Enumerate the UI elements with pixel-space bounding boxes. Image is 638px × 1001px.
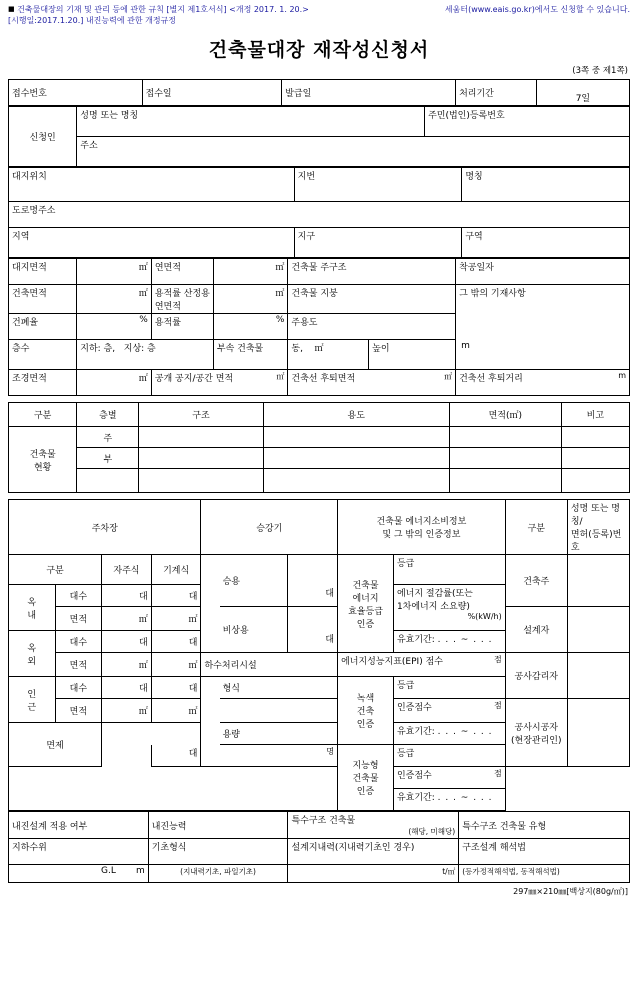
- status-area-cell-1: [449, 427, 561, 448]
- parking-indoor-mech-area: ㎡: [151, 607, 201, 631]
- smart-valid-dots: . . . ~ . . .: [437, 793, 493, 803]
- capacity-left-spacer: [201, 723, 220, 745]
- underground-unit: 층,: [103, 344, 116, 354]
- parking-indoor-l1: 옥: [27, 597, 37, 608]
- status-structure-cell-2: [139, 448, 263, 469]
- epi-label: 에너지성능지표(EPI) 점수: [341, 657, 443, 667]
- sewage-facility-label: 하수처리시설: [201, 653, 338, 677]
- bcr-label: 건폐율: [9, 314, 77, 340]
- parking-nearby-count-label: 대수: [55, 677, 102, 699]
- aboveground-label: 지상:: [123, 344, 145, 354]
- parking-indoor-self-count: 대: [102, 585, 152, 607]
- header-line1: 건축물대장의 기재 및 관리 등에 관한 규칙 [별지 제1호서식] <개정 2017. 1. 20.>: [17, 5, 309, 14]
- status-structure-cell-1: [139, 427, 263, 448]
- parking-nearby-mech-count: 대: [151, 677, 201, 699]
- elevator-emergency-unit: 대: [288, 631, 338, 653]
- status-row-label: [9, 427, 77, 493]
- floors-label: 층수: [9, 340, 77, 370]
- green-cert-label: [338, 677, 394, 745]
- status-row-label-line2: 현황: [33, 462, 52, 473]
- open-space-label: [151, 370, 288, 396]
- annex-unit-sqm: ㎡: [314, 344, 324, 354]
- structural-analysis-label: [459, 839, 630, 865]
- smart-l3: 인증: [356, 787, 375, 797]
- status-header-area: 면적(㎡): [449, 403, 561, 427]
- parking-div-label: 구분: [9, 555, 102, 585]
- setback-dist-unit: m: [618, 371, 626, 380]
- page-number: (3쪽 중 제1쪽): [572, 66, 628, 76]
- facility-energy-table: [8, 499, 630, 811]
- parking-outdoor-self-count: 대: [102, 631, 152, 653]
- structural-analysis-l1: 구조설계 해석법: [462, 843, 526, 853]
- green-score-unit: 점: [493, 701, 502, 710]
- special-structure-text: 특수구조 건축물: [291, 816, 356, 826]
- smart-score-label: 인증점수: [396, 771, 432, 781]
- roof-label: 건축물 지붕: [288, 285, 456, 314]
- total-floor-area-label: 연면적: [151, 259, 213, 285]
- party-supervisor-value: [567, 653, 629, 699]
- status-header-div: 구분: [9, 403, 77, 427]
- road-address-label: 도로명주소: [9, 202, 630, 228]
- header-line2: [시행일:2017.1.20.] 내진능력에 관한 개정규정: [8, 16, 177, 25]
- parking-outdoor-count-label: 대수: [55, 631, 102, 653]
- parking-exempt-label: 면제: [9, 723, 102, 767]
- energy-saving-cell: [393, 585, 505, 631]
- party-contractor-label: [505, 699, 567, 767]
- status-row-label-line1: 건축물: [29, 449, 56, 460]
- bldg-energy-l1: 건축물: [352, 580, 379, 591]
- parking-bottom-spacer: [9, 767, 201, 811]
- main-use-label: 주용도: [288, 314, 456, 340]
- epi-unit: 점: [493, 655, 502, 664]
- annex-label: 부속 건축물: [213, 340, 288, 370]
- groundwater-text: 지하수위: [12, 843, 47, 853]
- status-note-cell-2: [561, 448, 629, 469]
- parking-nearby-group: [9, 677, 56, 723]
- design-bearing-label: [288, 839, 459, 865]
- parking-outdoor-area-label: 면적: [55, 653, 102, 677]
- green-l2: 건축: [356, 707, 375, 717]
- green-grade-cell: 등급: [393, 677, 505, 699]
- party-designer-value: [567, 607, 629, 653]
- parking-indoor-count-label: 대수: [55, 585, 102, 607]
- sewage-capacity-value: [220, 745, 338, 767]
- bldg-energy-l3: 효율등급: [348, 606, 383, 617]
- smart-score-cell: [393, 767, 505, 789]
- smart-score-unit: 점: [493, 769, 502, 778]
- far-label: 용적률: [151, 314, 213, 340]
- smart-valid-cell: [393, 789, 505, 811]
- site-name-label: 명칭: [462, 168, 630, 202]
- site-lot-label: 지번: [294, 168, 462, 202]
- parking-indoor-self-area: ㎡: [102, 607, 152, 631]
- groundwater-units: [9, 865, 149, 883]
- parking-nearby-self-area: ㎡: [102, 699, 152, 723]
- status-use-cell-3: [263, 469, 449, 493]
- smart-l1: 지능형: [352, 761, 379, 771]
- parking-nearby-mech-area: ㎡: [151, 699, 201, 723]
- parking-self-label: 자주식: [102, 555, 152, 585]
- header-regulation-line: [8, 4, 309, 15]
- zone-label: 지역: [9, 228, 295, 258]
- party-owner-label: 건축주: [505, 555, 567, 607]
- parties-name-label: [567, 500, 629, 555]
- total-floor-area-unit: ㎡: [213, 259, 288, 285]
- energy-title-line1: 건축물 에너지소비정보: [376, 517, 467, 527]
- elevator-passenger-unit: 대: [288, 585, 338, 607]
- parking-indoor-l2: 내: [27, 610, 37, 621]
- status-header-note: 비고: [561, 403, 629, 427]
- parking-mech-label: 기계식: [151, 555, 201, 585]
- special-structure-note: (해당, 미해당): [408, 827, 456, 836]
- building-area-label: 건축면적: [9, 285, 77, 314]
- district-label: 지구: [294, 228, 462, 258]
- parking-outdoor-self-area: ㎡: [102, 653, 152, 677]
- height-unit: m: [461, 340, 470, 351]
- smart-grade-cell: 등급: [393, 745, 505, 767]
- parking-exempt-value: [151, 723, 201, 745]
- seismic-table: [8, 811, 630, 883]
- bullet-square-icon: ■: [8, 5, 15, 13]
- applicant-reg-label: 주민(법인)등록번호: [425, 107, 630, 137]
- green-score-cell: [393, 699, 505, 723]
- setback-area-text: 건축선 후퇴면적: [291, 374, 356, 384]
- header-right-note: [445, 4, 630, 15]
- setback-area-unit: ㎡: [444, 372, 453, 381]
- building-status-table: [8, 402, 630, 493]
- capacity-left-spacer-2: [201, 745, 220, 767]
- green-valid-label: 유효기간:: [396, 727, 435, 737]
- party-contractor-l2: (현장관리인): [511, 735, 562, 746]
- party-contractor-l1: 공사시공자: [514, 722, 558, 733]
- area-table: [8, 258, 630, 396]
- etc-note-label: 그 밖의 기재사항: [456, 285, 630, 314]
- smart-valid-label: 유효기간:: [396, 793, 435, 803]
- status-use-cell-2: [263, 448, 449, 469]
- parking-outdoor-mech-count: 대: [151, 631, 201, 653]
- elevator-left-spacer: [201, 555, 220, 631]
- landscape-area-unit: ㎡: [77, 370, 152, 396]
- structural-analysis-note: (등가정적해석법, 동적해석법): [459, 865, 630, 883]
- foundation-type-label: [148, 839, 288, 865]
- height-unit-cell: [456, 340, 630, 370]
- site-location-label: 대지위치: [9, 168, 295, 202]
- status-area-cell-3: [449, 469, 561, 493]
- green-valid-cell: [393, 723, 505, 745]
- energy-valid-label: 유효기간:: [396, 635, 435, 645]
- header-left: [8, 4, 309, 26]
- energy-saving-l1: 에너지 절감률(또는: [396, 589, 473, 599]
- sewage-left-spacer: [201, 677, 220, 699]
- far-area-unit: ㎡: [213, 285, 288, 314]
- site-area-unit: ㎡: [77, 259, 152, 285]
- status-note-cell-3: [561, 469, 629, 493]
- receipt-date-label: 접수일: [142, 80, 282, 106]
- energy-grade-label: 등급: [393, 555, 505, 585]
- eais-note: 세움터(www.eais.go.kr)에서도 신청할 수 있습니다.: [444, 5, 630, 14]
- parties-div-label: 구분: [505, 500, 567, 555]
- main-structure-label: 건축물 주구조: [288, 259, 456, 285]
- parking-nearby-l1: 인: [27, 689, 37, 700]
- aboveground-unit: 층: [147, 344, 156, 354]
- sewage-type-label: 형식: [220, 677, 338, 699]
- start-date-label: 착공일자: [456, 259, 630, 285]
- energy-valid-cell: [393, 631, 505, 653]
- elevator-emergency-value: [288, 607, 338, 631]
- bldg-energy-l2: 에너지: [352, 593, 379, 604]
- receipt-table: [8, 79, 630, 106]
- open-space-unit: ㎡: [276, 372, 285, 381]
- status-area-cell-2: [449, 448, 561, 469]
- parking-title: 주차장: [9, 500, 201, 555]
- status-floor-cell-3: [77, 469, 139, 493]
- header-row: [8, 4, 630, 26]
- green-l3: 인증: [356, 720, 375, 730]
- energy-saving-l2: 1차에너지 소요량): [396, 602, 470, 612]
- processing-period-label: 처리기간: [456, 80, 537, 106]
- bcr-unit: %: [77, 314, 152, 340]
- status-structure-cell-3: [139, 469, 263, 493]
- party-supervisor-label: 공사감리자: [505, 653, 567, 699]
- sewage-capacity-unit: 명: [326, 747, 335, 756]
- applicant-label: 신청인: [9, 107, 77, 167]
- groundwater-label: [9, 839, 149, 865]
- foundation-type-l1: 기초형식: [151, 843, 187, 853]
- parking-outdoor-l2: 외: [27, 656, 37, 667]
- floors-values: [77, 340, 214, 370]
- status-header-use: 용도: [263, 403, 449, 427]
- parking-outdoor-group: [9, 631, 56, 677]
- groundwater-gl: G.L: [101, 866, 116, 876]
- elevator-passenger-value: [288, 555, 338, 585]
- parking-indoor-mech-count: 대: [151, 585, 201, 607]
- setback-dist-label: [456, 370, 630, 396]
- foundation-type-note: (지내력기초, 파일기초): [148, 865, 288, 883]
- sewage-left-spacer-2: [201, 699, 220, 723]
- party-contractor-value: [567, 699, 629, 767]
- elevator-emergency-label: 비상용: [220, 607, 288, 653]
- special-structure-label: [288, 812, 459, 839]
- seismic-apply-label: 내진설계 적용 여부: [9, 812, 149, 839]
- groundwater-m: m: [135, 866, 145, 876]
- green-valid-dots: . . . ~ . . .: [437, 727, 493, 737]
- elevator-passenger-label: 승용: [220, 555, 288, 607]
- parties-name-line2: 면허(등록)번호: [570, 530, 622, 553]
- seismic-capacity-label: 내진능력: [148, 812, 288, 839]
- parking-nearby-area-label: 면적: [55, 699, 102, 723]
- far-unit: %: [213, 314, 288, 340]
- status-note-cell-1: [561, 427, 629, 448]
- elevator-bottom-spacer: [201, 767, 338, 811]
- parking-exempt-spacer: [102, 723, 152, 767]
- building-area-unit: ㎡: [77, 285, 152, 314]
- area-label: 구역: [462, 228, 630, 258]
- issue-date-label: 발급일: [282, 80, 456, 106]
- landscape-area-label: 조경면적: [9, 370, 77, 396]
- applicant-table: [8, 106, 630, 167]
- parking-indoor-group: [9, 585, 56, 631]
- epi-cell: [338, 653, 506, 677]
- special-structure-type-label: 특수구조 건축물 유형: [459, 812, 630, 839]
- energy-saving-l2-row: [396, 599, 502, 621]
- energy-saving-unit: %(kW/h): [467, 612, 502, 621]
- status-sub-main: 주: [77, 427, 139, 448]
- parking-exempt-unit: 대: [151, 745, 201, 767]
- height-label: 높이: [369, 340, 456, 370]
- applicant-name-label: 성명 또는 명칭: [77, 107, 425, 137]
- receipt-no-label: 접수번호: [9, 80, 143, 106]
- annex-units: [288, 340, 369, 370]
- processing-period-value: 7일: [536, 80, 629, 106]
- status-header-structure: 구조: [139, 403, 263, 427]
- parking-indoor-area-label: 면적: [55, 607, 102, 631]
- status-sub-annex: 부: [77, 448, 139, 469]
- party-designer-label: 설계자: [505, 607, 567, 653]
- parking-outdoor-mech-area: ㎡: [151, 653, 201, 677]
- design-bearing-unit: t/㎡: [288, 865, 459, 883]
- energy-valid-dots: . . . ~ . . .: [437, 635, 493, 645]
- parking-outdoor-l1: 옥: [27, 643, 37, 654]
- setback-area-label: [288, 370, 456, 396]
- parking-nearby-l2: 근: [27, 702, 37, 713]
- sewage-capacity-label: 용량: [220, 723, 338, 745]
- bldg-energy-grade-label: [338, 555, 394, 653]
- underground-label: 지하:: [80, 344, 101, 354]
- status-header-floor: 층별: [77, 403, 139, 427]
- party-owner-value: [567, 555, 629, 607]
- etc-note-space-1: [456, 314, 630, 340]
- smart-l2: 건축물: [352, 774, 379, 784]
- energy-title: [338, 500, 506, 555]
- page-title: 건축물대장 재작성신청서: [208, 39, 430, 61]
- parties-name-line1: 성명 또는 명칭/: [570, 504, 621, 527]
- green-score-label: 인증점수: [396, 703, 432, 713]
- status-use-cell-1: [263, 427, 449, 448]
- elevator-emergency-spacer: [201, 631, 220, 653]
- open-space-text: 공개 공지/공간 면적: [154, 374, 234, 384]
- footer-note: 297㎜×210㎜[백상지(80g/㎡)]: [513, 887, 628, 896]
- smart-cert-label: [338, 745, 394, 811]
- sewage-type-value: [220, 699, 338, 723]
- elevator-title: 승강기: [201, 500, 338, 555]
- far-area-label: 용적률 산정용 연면적: [151, 285, 213, 314]
- bldg-energy-l4: 인증: [356, 619, 375, 630]
- annex-unit-dong: 동,: [291, 344, 303, 354]
- setback-dist-text: 건축선 후퇴거리: [459, 374, 523, 384]
- parking-nearby-self-count: 대: [102, 677, 152, 699]
- energy-title-line2: 및 그 밖의 인증정보: [382, 530, 461, 540]
- site-area-label: 대지면적: [9, 259, 77, 285]
- site-table: [8, 167, 630, 258]
- design-bearing-l1: 설계지내력(지내력기초인 경우): [291, 843, 415, 853]
- green-l1: 녹색: [356, 694, 375, 704]
- applicant-address-label: 주소: [77, 137, 630, 167]
